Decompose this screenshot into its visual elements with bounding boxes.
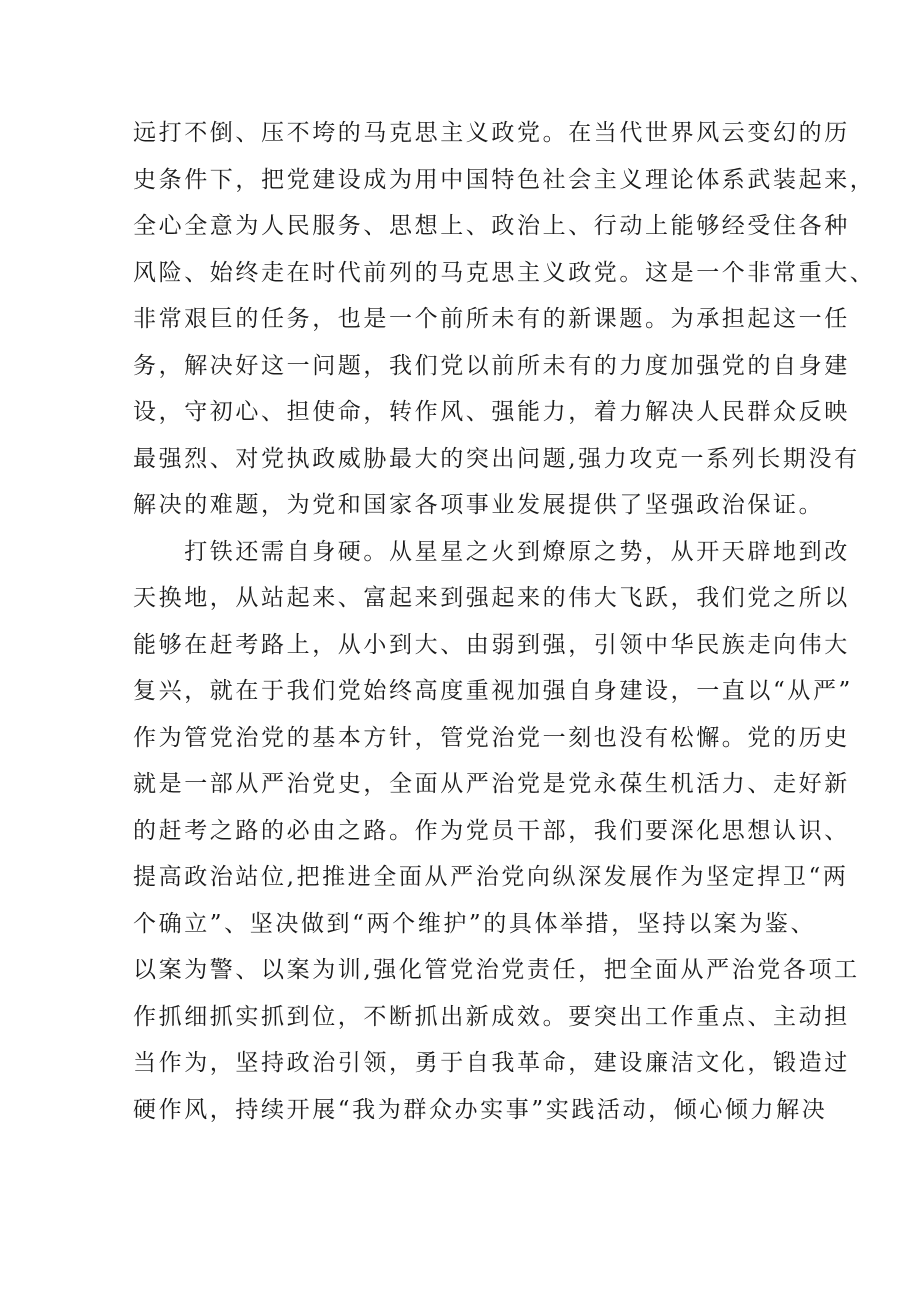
- text-line: 当作为，坚持政治引领，勇于自我革命，建设廉洁文化，锻造过: [133, 1050, 850, 1076]
- text-line: 解决的难题，为党和国家各项事业发展提供了坚强政治保证。: [133, 492, 825, 518]
- text-line: 作为管党治党的基本方针，管党治党一刻也没有松懈。党的历史: [133, 724, 850, 751]
- text-line: 就是一部从严治党史，全面从严治党是党永葆生机活力、走好新: [133, 771, 850, 797]
- document-body: [133, 116, 876, 1139]
- text-line: 设，守初心、担使命，转作风、强能力，着力解决人民群众反映: [133, 399, 850, 425]
- paragraph-1: [133, 116, 876, 523]
- text-line: 天换地，从站起来、富起来到强起来的伟大飞跃，我们党之所以: [133, 585, 850, 611]
- text-line: 个确立”、坚决做到“两个维护”的具体举措，坚持以案为鉴、: [133, 910, 817, 937]
- paragraph-2: [133, 535, 860, 1128]
- text-line: 提高政治站位,把推进全面从严治党向纵深发展作为坚定捍卫“两: [133, 864, 849, 890]
- text-line: 最强烈、对党执政威胁最大的突出问题,强力攻克一系列长期没有: [133, 445, 860, 472]
- text-line: 风险、始终走在时代前列的马克思主义政党。这是一个非常重大、: [133, 259, 876, 286]
- text-line: 全心全意为人民服务、思想上、政治上、行动上能够经受住各种: [133, 213, 850, 239]
- text-line: 远打不倒、压不垮的马克思主义政党。在当代世界风云变幻的历: [133, 120, 850, 146]
- text-line: 复兴，就在于我们党始终高度重视加强自身建设，一直以“从严”: [133, 678, 853, 704]
- text-line: 以案为警、以案为训,强化管党治党责任，把全面从严治党各项工: [133, 957, 860, 983]
- text-line: 硬作风，持续开展“我为群众办实事”实践活动，倾心倾力解决: [133, 1096, 828, 1123]
- text-line: 史条件下，把党建设成为用中国特色社会主义理论体系武装起来，: [133, 166, 876, 193]
- text-line: 务，解决好这一问题，我们党以前所未有的力度加强党的自身建: [133, 352, 850, 379]
- text-line: 作抓细抓实抓到位，不断抓出新成效。要突出工作重点、主动担: [133, 1003, 850, 1030]
- text-line: 能够在赶考路上，从小到大、由弱到强，引领中华民族走向伟大: [133, 631, 850, 658]
- text-line: 非常艰巨的任务，也是一个前所未有的新课题。为承担起这一任: [133, 306, 850, 332]
- text-line: 的赶考之路的必由之路。作为党员干部，我们要深化思想认识、: [133, 817, 850, 844]
- text-line: 打铁还需自身硬。从星星之火到燎原之势，从开天辟地到改: [133, 538, 850, 565]
